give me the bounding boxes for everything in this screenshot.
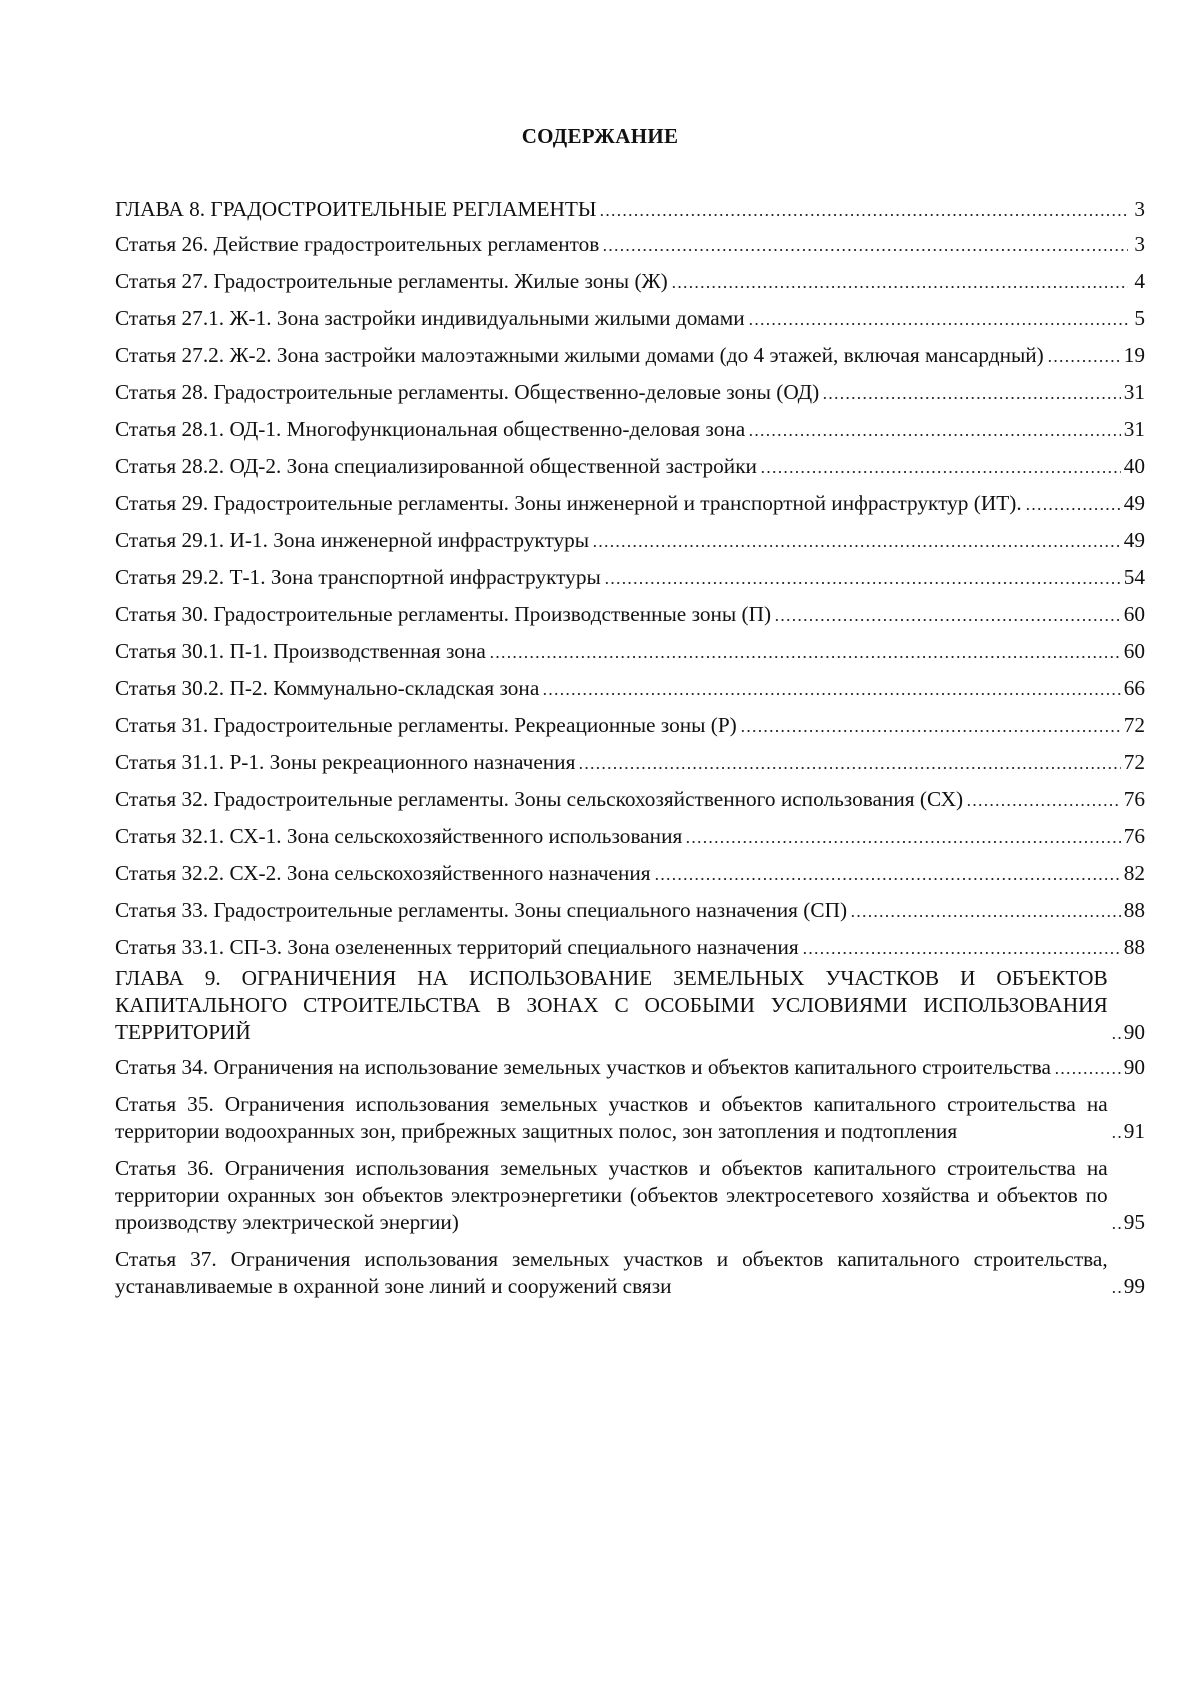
- toc-entry-text: Статья 31.1. Р-1. Зоны рекреационного назначения: [115, 750, 576, 774]
- dot-leader: [802, 935, 1121, 955]
- toc-entry-text: Статья 35. Ограничения использования земельных участков и объектов капитального строительства на территории водоохранных зон, прибрежных защитных полос, зон затопления и подтопления: [115, 1092, 1108, 1143]
- toc-page-number: 72: [1123, 750, 1145, 774]
- toc-page-number: 82: [1123, 861, 1145, 885]
- dot-leader: [740, 713, 1121, 733]
- toc-entry-text: Статья 29. Градостроительные регламенты. Зоны инженерной и транспортной инфраструктур (ИТ).: [115, 491, 1022, 515]
- dot-leader: [592, 528, 1121, 548]
- toc-entry: [115, 934, 1145, 961]
- toc-entry: [115, 490, 1145, 517]
- toc-entry-text: Статья 32.1. СХ-1. Зона сельскохозяйственного использования: [115, 824, 683, 848]
- toc-entry: [115, 231, 1145, 258]
- toc-page-number: 76: [1123, 824, 1145, 848]
- toc-entry-text: Статья 32.2. СХ-2. Зона сельскохозяйственного назначения: [115, 861, 651, 885]
- toc-entry: [115, 823, 1145, 850]
- dot-leader: [966, 787, 1121, 807]
- dot-leader: [760, 454, 1121, 474]
- dot-leader: [774, 602, 1121, 622]
- toc-entry: [115, 196, 1145, 223]
- toc-entry: [115, 638, 1145, 665]
- dot-leader: [542, 676, 1120, 696]
- toc-page-number: 72: [1123, 713, 1145, 737]
- toc-entry-text: Статья 27.1. Ж-1. Зона застройки индивидуальными жилыми домами: [115, 306, 745, 330]
- toc-entry: [115, 601, 1145, 628]
- toc-entry-text: Статья 30.2. П-2. Коммунально-складская зона: [115, 676, 540, 700]
- toc-entry: [115, 712, 1145, 739]
- toc-entry-text: Статья 27.2. Ж-2. Зона застройки малоэтажными жилыми домами (до 4 этажей, включая мансардный): [115, 343, 1044, 367]
- toc-entry: [115, 342, 1145, 369]
- toc-page-number: 49: [1123, 528, 1145, 552]
- toc-page-number: 95: [1123, 1210, 1145, 1234]
- dot-leader: [671, 269, 1128, 289]
- toc-entry-text: Статья 36. Ограничения использования земельных участков и объектов капитального строительства на территории охранных зон объектов электроэнергетики (объектов электросетевого хозяйства и объектов по производству электрической энергии): [115, 1156, 1108, 1234]
- dot-leader: [654, 861, 1121, 881]
- toc-entry: [115, 1246, 1145, 1300]
- toc-page-number: 49: [1123, 491, 1145, 515]
- toc-entry-text: Статья 31. Градостроительные регламенты. Рекреационные зоны (Р): [115, 713, 737, 737]
- toc-page-number: 76: [1123, 787, 1145, 811]
- toc-entry-text: Статья 30.1. П-1. Производственная зона: [115, 639, 486, 663]
- dot-leader: [850, 898, 1121, 918]
- toc-entry-text: Статья 29.2. Т-1. Зона транспортной инфраструктуры: [115, 565, 601, 589]
- toc-page-number: 60: [1123, 602, 1145, 626]
- dot-leader: [685, 824, 1120, 844]
- toc-page-number: 90: [1123, 1055, 1145, 1079]
- toc-entry-text: Статья 28.2. ОД-2. Зона специализированной общественной застройки: [115, 454, 757, 478]
- toc-entry-text: ГЛАВА 9. ОГРАНИЧЕНИЯ НА ИСПОЛЬЗОВАНИЕ ЗЕМЕЛЬНЫХ УЧАСТКОВ И ОБЪЕКТОВ КАПИТАЛЬНОГО СТРОИТЕЛЬСТВА В ЗОНАХ С ОСОБЫМИ УСЛОВИЯМИ ИСПОЛЬЗОВАНИЯ ТЕРРИТОРИЙ: [115, 966, 1108, 1044]
- dot-leader: [602, 232, 1128, 252]
- toc-page-number: 5: [1134, 306, 1145, 330]
- toc-entry-text: Статья 26. Действие градостроительных регламентов: [115, 232, 600, 256]
- table-of-contents: [115, 196, 1145, 1310]
- dot-leader: [1054, 1055, 1121, 1075]
- toc-page-number: 40: [1123, 454, 1145, 478]
- dot-leader: [748, 306, 1128, 326]
- toc-entry-text: ГЛАВА 8. ГРАДОСТРОИТЕЛЬНЫЕ РЕГЛАМЕНТЫ: [115, 197, 597, 221]
- toc-entry-text: Статья 28. Градостроительные регламенты. Общественно-деловые зоны (ОД): [115, 380, 820, 404]
- toc-entry: [115, 1091, 1145, 1145]
- dot-leader: [748, 417, 1120, 437]
- toc-page-number: 90: [1123, 1020, 1145, 1044]
- dot-leader: [1111, 1119, 1121, 1139]
- toc-entry-text: Статья 37. Ограничения использования земельных участков и объектов капитального строительства, устанавливаемые в охранной зоне линий и сооружений связи: [115, 1247, 1108, 1298]
- toc-entry: [115, 897, 1145, 924]
- dot-leader: [489, 639, 1121, 659]
- toc-entry: [115, 305, 1145, 332]
- toc-entry: [115, 1155, 1145, 1236]
- toc-entry: [115, 564, 1145, 591]
- dot-leader: [1047, 343, 1121, 363]
- dot-leader: [1111, 1020, 1121, 1040]
- dot-leader: [599, 197, 1128, 217]
- toc-entry: [115, 749, 1145, 776]
- toc-entry-text: Статья 27. Градостроительные регламенты. Жилые зоны (Ж): [115, 269, 668, 293]
- toc-page-number: 66: [1123, 676, 1145, 700]
- toc-entry: [115, 268, 1145, 295]
- dot-leader: [1025, 491, 1121, 511]
- dot-leader: [604, 565, 1121, 585]
- toc-entry: [115, 527, 1145, 554]
- toc-entry: [115, 786, 1145, 813]
- toc-entry-text: Статья 29.1. И-1. Зона инженерной инфраструктуры: [115, 528, 590, 552]
- toc-page-number: 4: [1134, 269, 1145, 293]
- dot-leader: [822, 380, 1120, 400]
- toc-page-number: 88: [1123, 898, 1145, 922]
- toc-entry-text: Статья 28.1. ОД-1. Многофункциональная общественно-деловая зона: [115, 417, 746, 441]
- toc-entry-text: Статья 33. Градостроительные регламенты. Зоны специального назначения (СП): [115, 898, 848, 922]
- toc-entry: [115, 675, 1145, 702]
- toc-page-number: 88: [1123, 935, 1145, 959]
- toc-page-number: 19: [1123, 343, 1145, 367]
- toc-page-number: 91: [1123, 1119, 1145, 1143]
- toc-entry-text: Статья 32. Градостроительные регламенты. Зоны сельскохозяйственного использования (СХ): [115, 787, 964, 811]
- toc-entry-text: Статья 33.1. СП-3. Зона озелененных территорий специального назначения: [115, 935, 799, 959]
- toc-entry-text: Статья 30. Градостроительные регламенты. Производственные зоны (П): [115, 602, 772, 626]
- toc-page-number: 60: [1123, 639, 1145, 663]
- toc-page-number: 3: [1134, 232, 1145, 256]
- toc-page-number: 3: [1134, 197, 1145, 221]
- toc-entry: [115, 379, 1145, 406]
- toc-page-number: 54: [1123, 565, 1145, 589]
- toc-page-number: 31: [1123, 417, 1145, 441]
- page-title: СОДЕРЖАНИЕ: [521, 124, 679, 148]
- dot-leader: [1111, 1274, 1121, 1294]
- dot-leader: [1111, 1210, 1121, 1230]
- toc-entry: [115, 416, 1145, 443]
- toc-entry-text: Статья 34. Ограничения на использование земельных участков и объектов капитального строительства: [115, 1055, 1051, 1079]
- toc-entry: [115, 965, 1145, 1046]
- toc-entry: [115, 1054, 1145, 1081]
- dot-leader: [578, 750, 1120, 770]
- toc-entry: [115, 860, 1145, 887]
- toc-entry: [115, 453, 1145, 480]
- toc-page-number: 31: [1123, 380, 1145, 404]
- toc-page-number: 99: [1123, 1274, 1145, 1298]
